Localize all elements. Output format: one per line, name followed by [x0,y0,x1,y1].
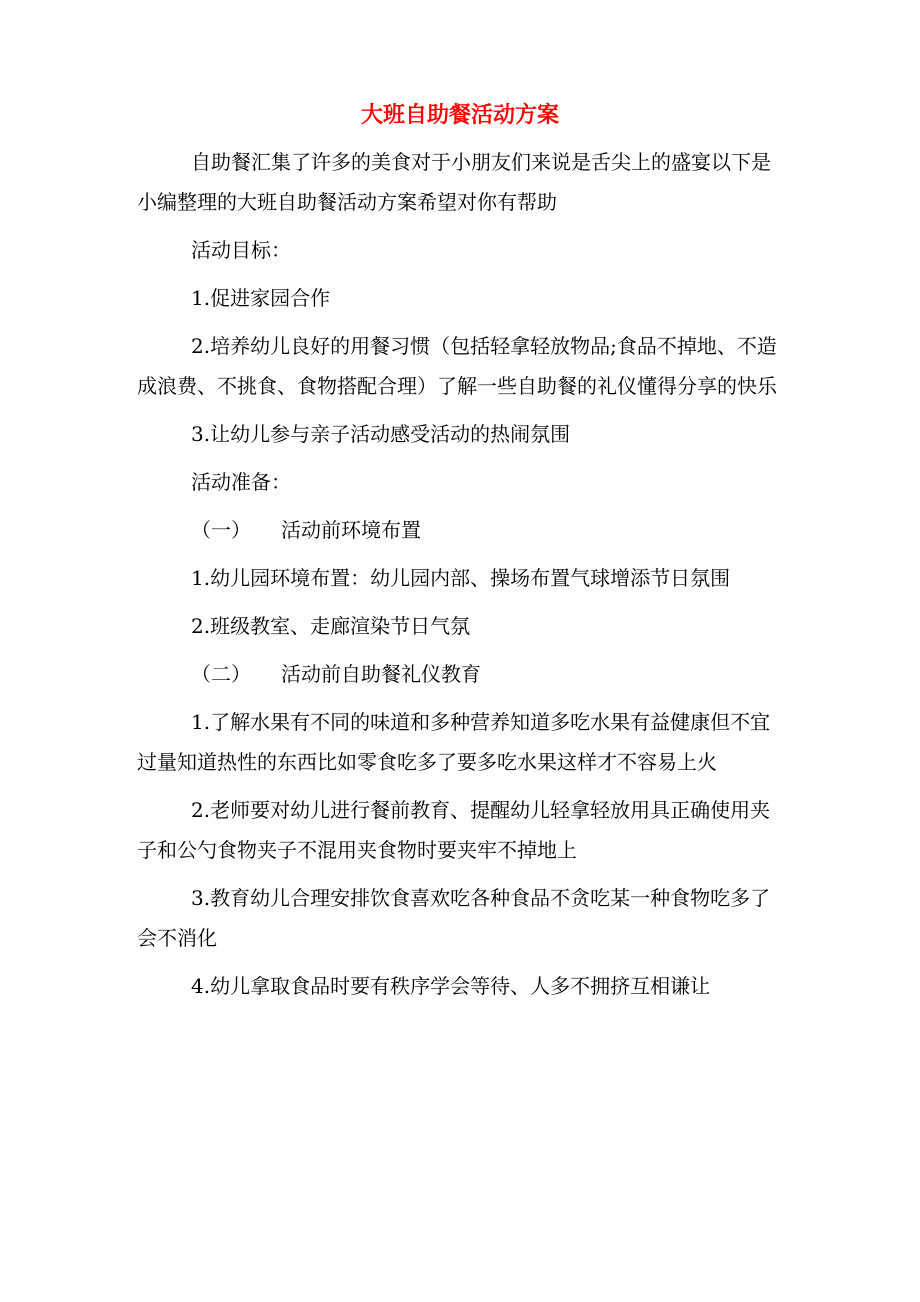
paragraph-prep-1-2: 2.班级教室、走廊渲染节日气氛 [191,614,471,638]
paragraph-prep-section-1: （一） 活动前环境布置 [191,518,421,542]
document-body [137,142,785,1014]
paragraph-prep-1-1: 1.幼儿园环境布置：幼儿园内部、操场布置气球增添节日氛围 [191,566,731,590]
paragraph-goal-1: 1.促进家园合作 [191,286,331,310]
paragraph-goal-2: 2.培养幼儿良好的用餐习惯（包括轻拿轻放物品;食品不掉地、不造成浪费、不挑食、食物搭配合理）了解一些自助餐的礼仪懂得分享的快乐 [137,334,777,398]
paragraph-prep-2-4: 4.幼儿拿取食品时要有秩序学会等待、人多不拥挤互相谦让 [191,974,711,998]
paragraph-goals-heading: 活动目标： [191,238,291,262]
paragraph-prep-heading: 活动准备： [191,470,291,494]
paragraph-prep-section-2: （二） 活动前自助餐礼仪教育 [191,662,481,686]
paragraph-prep-2-2: 2.老师要对幼儿进行餐前教育、提醒幼儿轻拿轻放用具正确使用夹子和公勺食物夹子不混用夹食物时要夹牢不掉地上 [137,798,771,862]
document-title: 大班自助餐活动方案 [360,102,559,128]
paragraph-prep-2-3: 3.教育幼儿合理安排饮食喜欢吃各种食品不贪吃某一种食物吃多了会不消化 [137,886,771,950]
paragraph-intro: 自助餐汇集了许多的美食对于小朋友们来说是舌尖上的盛宴以下是小编整理的大班自助餐活动方案希望对你有帮助 [137,150,771,214]
paragraph-prep-2-1: 1.了解水果有不同的味道和多种营养知道多吃水果有益健康但不宜过量知道热性的东西比如零食吃多了要多吃水果这样才不容易上火 [137,710,771,774]
paragraph-goal-3: 3.让幼儿参与亲子活动感受活动的热闹氛围 [191,422,571,446]
